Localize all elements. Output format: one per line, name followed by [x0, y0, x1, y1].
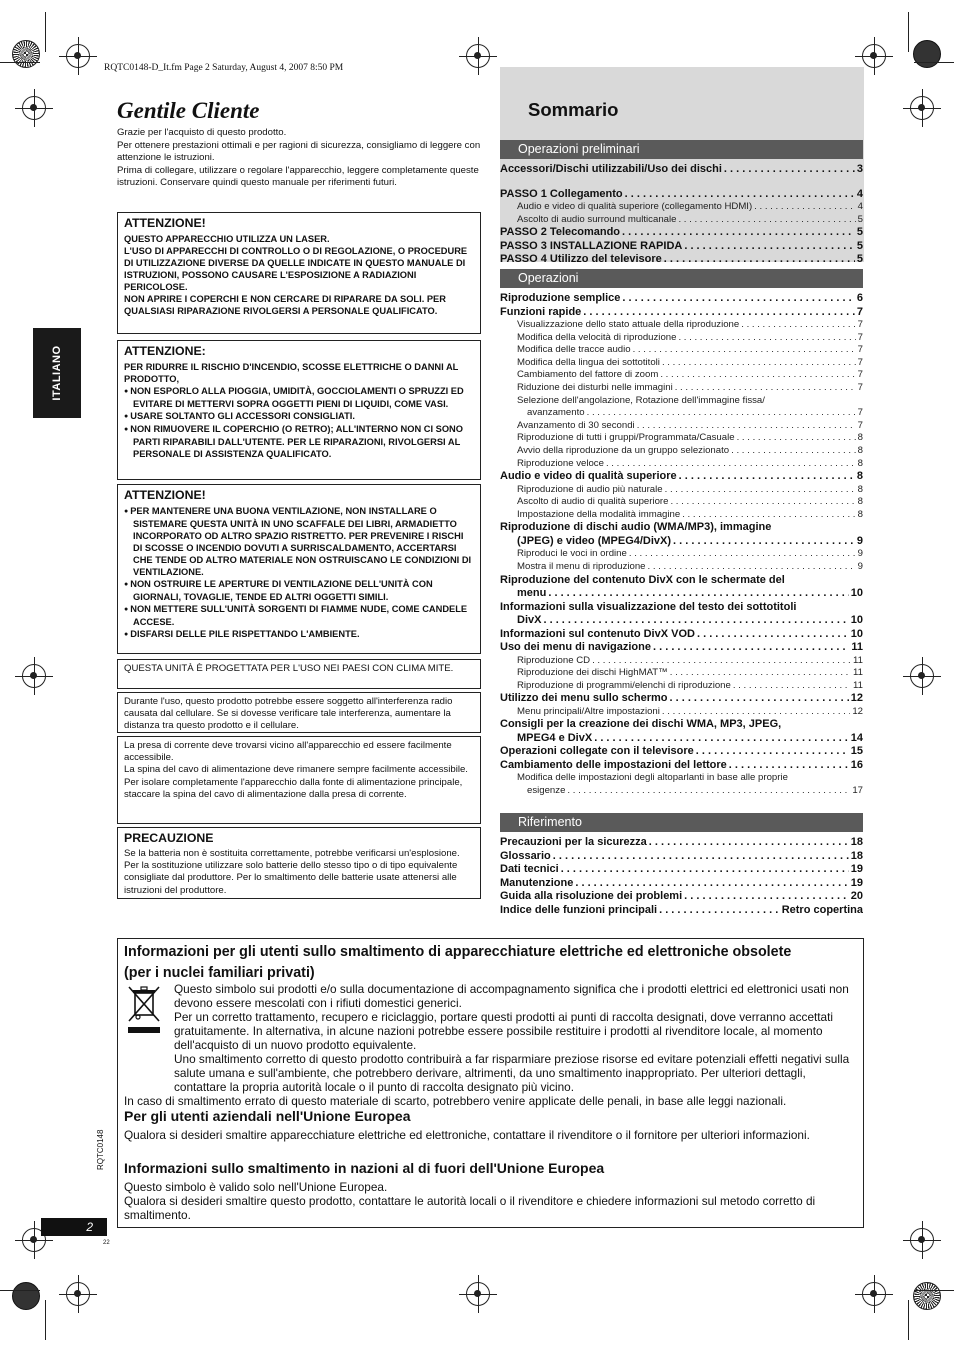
page-title: Gentile Cliente	[117, 98, 260, 123]
toc-entry-title: Ascolto di audio di qualità superiore	[517, 496, 669, 508]
toc-entry-title: Indice delle funzioni principali	[500, 903, 658, 916]
toc-leader-dots	[678, 214, 855, 227]
toc-subentry[interactable]	[500, 420, 863, 433]
warning-box-laser	[117, 212, 481, 334]
toc-subentry[interactable]	[500, 445, 863, 458]
sommario-title: Sommario	[528, 99, 619, 120]
toc-page-number: 9	[856, 534, 863, 547]
toc-leader-dots	[575, 877, 848, 891]
toc-entry[interactable]	[500, 759, 863, 773]
toc-subentry[interactable]	[500, 772, 863, 785]
toc-entry-title: Riproduzione dei dischi HighMAT™	[517, 667, 668, 679]
toc-leader-dots	[592, 655, 851, 668]
toc-page-number: 11	[853, 654, 863, 666]
registration-crosshair-icon	[910, 1228, 934, 1252]
toc-entry[interactable]	[500, 306, 863, 320]
toc-page-number: 12	[850, 692, 863, 705]
toc-page-number: 12	[852, 705, 863, 717]
toc-entry-title: Riproduzione di dischi audio (WMA/MP3), immagine	[500, 521, 772, 534]
crop-mark	[0, 62, 40, 63]
toc-entry[interactable]	[500, 521, 863, 535]
toc-page-number: 7	[857, 407, 863, 419]
toc-entry[interactable]	[500, 692, 863, 706]
toc-entry[interactable]	[500, 732, 863, 746]
cellphone-notice-box	[117, 692, 481, 733]
toc-entry-title: Glossario	[500, 849, 551, 862]
toc-entry-title: Audio e video di qualità superiore (collegamento HDMI)	[517, 201, 753, 212]
toc-page-number: 19	[850, 876, 863, 889]
toc-page-number: 5	[856, 253, 863, 266]
toc-page-number: 7	[857, 381, 863, 393]
toc-page-number: 8	[856, 470, 863, 483]
registration-starburst-top-left	[12, 40, 40, 68]
toc-entry-title: Uso dei menu di navigazione	[500, 641, 651, 654]
toc-entry-title: Impostazione della modalità immagine	[517, 508, 681, 520]
toc-list	[500, 836, 863, 917]
toc-entry-title: Consigli per la creazione dei dischi WMA, MP3, JPEG,	[500, 718, 782, 731]
toc-subentry[interactable]	[500, 785, 863, 798]
toc-page-number: 5	[856, 226, 863, 239]
precaution-text: Se la batteria non è sostituita correttamente, potrebbe verificarsi un'esplosione. Per la sostituzione utilizzare solo batterie dello stesso tipo o di tipo equivalente consigliate dal produttore. Per lo smaltimento delle batterie usate attenersi alle istruzioni del produttore.	[124, 848, 460, 896]
toc-leader-dots	[548, 587, 848, 601]
toc-gap	[500, 177, 863, 188]
toc-leader-dots	[648, 561, 856, 574]
toc-subentry[interactable]	[500, 432, 863, 445]
warning-item: ● NON ESPORLO ALLA PIOGGIA, UMIDITÀ, GOCCIOLAMENTI O SPRUZZI ED EVITARE DI METTERVI SOPRA OGGETTI PIENI DI LIQUIDI, COME VASI.	[124, 385, 474, 410]
toc-leader-dots	[675, 382, 856, 395]
toc-entry-title: menu	[517, 587, 547, 600]
toc-entry-title: (JPEG) e video (MPEG4/DivX)	[517, 534, 672, 547]
toc-subentry[interactable]	[500, 319, 863, 332]
toc-subentry[interactable]	[500, 548, 863, 561]
toc-page-number: 7	[857, 319, 863, 330]
registration-crosshair-icon	[66, 1282, 90, 1306]
toc-page-number: 17	[852, 785, 863, 797]
toc-entry-title: DivX	[517, 614, 542, 627]
toc-page-number: 11	[851, 641, 863, 654]
toc-leader-dots	[660, 369, 855, 382]
power-notice-line: La presa di corrente deve trovarsi vicino all'apparecchio ed essere facilmente accessibile.	[124, 740, 452, 764]
toc-entry-title: Modifica delle impostazioni degli altoparlanti in base alle proprie	[517, 772, 788, 784]
warning-text: NON APRIRE I COPERCHI E NON CERCARE DI RIPARARE DA SOLI. PER QUALSIASI RIPARAZIONE RIVOLGERSI A PERSONALE QUALIFICATO.	[124, 294, 446, 316]
toc-page-number: 5	[857, 213, 863, 225]
toc-entry[interactable]	[500, 904, 863, 918]
intro-line: Per ottenere prestazioni ottimali e per ragioni di sicurezza, consigliamo di leggere con attenzione le istruzioni.	[117, 139, 481, 164]
warning-box-ventilation	[117, 484, 481, 654]
disposal-paragraph: Uno smaltimento corretto di questo prodotto contribuirà a far risparmiare preziose risorse ed evitare potenziali effetti negativi sulla salute umana e sull'ambiente, che potrebbero derivare, altrimenti, da uno smaltimento inappropriato. Per ulteriori dettagli, contattare la propria autorità locale o il punto di raccolta designato più vicino.	[174, 1052, 850, 1094]
toc-leader-dots	[724, 163, 855, 177]
toc-entry-title: Cambiamento delle impostazioni del lettore	[500, 758, 727, 771]
toc-subentry[interactable]	[500, 655, 863, 668]
toc-leader-dots	[682, 509, 855, 522]
registration-dark-circle-bottom-left	[12, 1282, 40, 1310]
intro-line: Grazie per l'acquisto di questo prodotto.	[117, 127, 287, 138]
toc-entry[interactable]	[500, 836, 863, 850]
warning-item: ● PER MANTENERE UNA BUONA VENTILAZIONE, NON INSTALLARE O SISTEMARE QUESTA UNITÀ IN UNO SCAFFALE DEI LIBRI, ARMADIETTO INCORPORATO OD ALTRO SPAZIO RISTRETTO. PER PREVENIRE I RISCHI DI SCOSSE O INCENDIO DOVUTI A SURRISCALDAMENTO, ACCERTARSI CHE TENDE OD ALTRO MATERIALE NON OSTRUISCANO LE CONDIZIONI DI VENTILAZIONE.	[124, 505, 474, 578]
registration-crosshair-icon	[466, 1282, 490, 1306]
business-users-text: Qualora si desideri smaltire apparecchiature elettriche ed elettroniche, contattare il rivenditore o il fornitore per ulteriori informazioni.	[124, 1128, 810, 1142]
toc-entry-title: Riproduzione di audio più naturale	[517, 483, 663, 495]
toc-leader-dots	[629, 548, 856, 561]
precaution-box	[117, 827, 481, 899]
toc-page-number: 9	[857, 561, 863, 572]
crop-mark	[0, 1290, 40, 1291]
toc-page-number: 8	[857, 457, 863, 469]
toc-entry[interactable]	[500, 574, 863, 588]
toc-leader-dots	[729, 759, 849, 773]
toc-leader-dots	[662, 357, 856, 370]
outside-eu-line: Qualora si desideri smaltire questo prodotto, contattare le autorità locali o il rivenditore e chiedere informazioni sul metodo corretto di smaltimento.	[124, 1194, 816, 1222]
warning-text: L'USO DI APPARECCHI DI CONTROLLO O DI REGOLAZIONE, O PROCEDURE DI UTILIZZAZIONE DIVERSE DA QUELLE INDICATE IN QUESTO MANUALE DI ISTRUZIONI, POSSONO CAUSARE L'ESPOSIZIONE A RADIAZIONI PERICOLOSE.	[124, 246, 468, 292]
toc-leader-dots	[684, 890, 849, 904]
toc-leader-dots	[649, 836, 849, 850]
toc-entry-title: Funzioni rapide	[500, 305, 582, 318]
toc-page-number: 7	[857, 331, 863, 343]
toc-subentry[interactable]	[500, 680, 863, 693]
toc-subentry[interactable]	[500, 344, 863, 357]
warning-item: ● NON METTERE SULL'UNITÀ SORGENTI DI FIAMME NUDE, COME CANDELE ACCESE.	[124, 603, 474, 628]
warning-item: ● DISFARSI DELLE PILE RISPETTANDO L'AMBIENTE.	[124, 628, 474, 641]
toc-subentry[interactable]	[500, 458, 863, 471]
toc-entry-title: PASSO 3 INSTALLAZIONE RAPIDA	[500, 239, 683, 252]
toc-page-number: Retro copertina	[781, 903, 863, 916]
toc-entry-title: MPEG4 e DivX	[517, 731, 593, 744]
toc-entry-title: Riproduzione di programmi/elenchi di riproduzione	[517, 679, 731, 691]
toc-page-number: 10	[850, 614, 863, 627]
toc-entry[interactable]	[500, 890, 863, 904]
toc-subentry[interactable]	[500, 369, 863, 382]
toc-page-number: 5	[856, 239, 863, 252]
toc-page-number: 7	[857, 369, 863, 381]
warning-title: ATTENZIONE!	[124, 216, 206, 230]
toc-section-header: Operazioni	[500, 269, 863, 288]
toc-entry[interactable]	[500, 253, 863, 267]
toc-entry-title: Informazioni sulla visualizzazione del testo dei sottotitoli	[500, 600, 797, 613]
toc-entry[interactable]	[500, 850, 863, 864]
warning-title: ATTENZIONE!	[124, 488, 206, 502]
toc-page-number: 18	[850, 836, 863, 848]
outside-eu-text	[124, 1180, 857, 1222]
toc-entry[interactable]	[500, 614, 863, 628]
toc-entry[interactable]	[500, 641, 863, 655]
toc-entry-title: Riproduzione veloce	[517, 457, 604, 469]
crop-mark	[908, 12, 909, 52]
toc-leader-dots	[669, 692, 848, 706]
toc-entry-title: Avvio della riproduzione da un gruppo selezionato	[517, 444, 730, 456]
registration-crosshair-icon	[862, 44, 886, 68]
toc-entry-title: Guida alla risoluzione dei problemi	[500, 890, 683, 902]
business-users-heading: Per gli utenti aziendali nell'Unione Europea	[124, 1108, 411, 1124]
toc-page-number: 6	[856, 292, 863, 304]
toc-page-number: 4	[856, 187, 863, 200]
toc-leader-dots	[553, 850, 849, 864]
toc-entry-title: Riproduzione del contenuto DivX con le schermate del	[500, 573, 785, 586]
page-number: 2	[41, 1218, 107, 1236]
toc-leader-dots	[665, 484, 856, 497]
disposal-paragraph: Questo simbolo sui prodotti e/o sulla documentazione di accompagnamento significa che i prodotti elettrici ed elettronici usati non devono essere mescolati con i rifiuti domestici generici.	[174, 982, 849, 1010]
toc-leader-dots	[622, 292, 854, 306]
intro-line: Prima di collegare, utilizzare o regolare l'apparecchio, leggere completamente queste istruzioni. Conservare quindi questo manuale per riferimenti futuri.	[117, 164, 479, 189]
crop-mark	[908, 1300, 909, 1340]
language-side-tab	[33, 328, 81, 418]
toc-entry[interactable]	[500, 745, 863, 759]
toc-section-header: Operazioni preliminari	[500, 140, 863, 159]
toc-subentry[interactable]	[500, 706, 863, 719]
registration-crosshair-icon	[910, 96, 934, 120]
toc-page-number: 8	[857, 483, 863, 495]
toc-leader-dots	[733, 680, 851, 693]
precaution-title: PRECAUZIONE	[124, 831, 214, 845]
warning-item: ● NON OSTRUIRE LE APERTURE DI VENTILAZIONE DELL'UNITÀ CON GIORNALI, TOVAGLIE, TENDE ED ALTRI OGGETTI SIMILI.	[124, 578, 474, 603]
climate-notice-box	[117, 659, 481, 689]
toc-entry-title: Modifica delle tracce audio	[517, 344, 631, 356]
toc-entry[interactable]	[500, 877, 863, 891]
toc-leader-dots	[587, 407, 856, 420]
toc-entry-title: Avanzamento di 30 secondi	[517, 419, 635, 431]
toc-leader-dots	[754, 201, 855, 214]
toc-leader-dots	[583, 306, 855, 320]
toc-subentry[interactable]	[500, 332, 863, 345]
toc-entry-title: Modifica della lingua dei sottotitoli	[517, 356, 660, 368]
warning-lead: PER RIDURRE IL RISCHIO D'INCENDIO, SCOSSE ELETTRICHE O DANNI AL PRODOTTO,	[124, 362, 459, 384]
toc-leader-dots	[664, 253, 855, 267]
toc-leader-dots	[679, 470, 855, 484]
registration-crosshair-icon	[466, 44, 490, 68]
toc-subentry[interactable]	[500, 395, 863, 408]
tiny-page-mark: 22	[103, 1240, 110, 1246]
toc-leader-dots	[673, 535, 855, 549]
disposal-heading: Informazioni per gli utenti sullo smaltimento di apparecchiature elettriche ed elettroniche obsolete (per i nuclei familiari privati)	[124, 944, 792, 981]
toc-entry-title: Visualizzazione dello stato attuale della riproduzione	[517, 319, 740, 330]
language-side-tab-label: ITALIANO	[51, 345, 63, 401]
toc-entry-title: PASSO 1 Collegamento	[500, 187, 623, 200]
toc-entry-title: avanzamento	[527, 407, 585, 419]
toc-entry[interactable]	[500, 718, 863, 732]
toc-page-number: 14	[850, 731, 863, 744]
registration-crosshair-icon	[22, 664, 46, 688]
toc-leader-dots	[633, 344, 856, 357]
toc-entry-title: Riproduzione di tutti i gruppi/Programmata/Casuale	[517, 432, 735, 444]
toc-entry-title: Riduzione dei disturbi nelle immagini	[517, 381, 673, 393]
warning-title: ATTENZIONE:	[124, 344, 206, 358]
toc-entry-title: Riproduzione CD	[517, 654, 591, 666]
toc-entry[interactable]	[500, 587, 863, 601]
toc-entry[interactable]	[500, 240, 863, 254]
disposal-paragraph: In caso di smaltimento errato di questo materiale di scarto, potrebbero venire applicate delle penali, in base alle leggi nazionali.	[124, 1094, 787, 1108]
toc-subentry[interactable]	[500, 667, 863, 680]
toc-page-number: 4	[857, 201, 863, 212]
toc-leader-dots	[625, 188, 855, 202]
toc-leader-dots	[678, 332, 855, 345]
toc-entry[interactable]	[500, 470, 863, 484]
toc-leader-dots	[606, 458, 856, 471]
toc-subentry[interactable]	[500, 496, 863, 509]
toc-page-number: 8	[857, 444, 863, 456]
toc-leader-dots	[662, 706, 850, 719]
registration-crosshair-icon	[910, 664, 934, 688]
toc-page-number: 8	[857, 508, 863, 520]
toc-leader-dots	[567, 785, 850, 798]
toc-leader-dots	[594, 732, 849, 746]
toc-entry-title: Selezione dell'angolazione, Rotazione dell'immagine fissa/	[517, 394, 765, 406]
disposal-paragraph: Per un corretto trattamento, recupero e riciclaggio, portare questi prodotti ai punti di raccolta designati, dove verranno accettati gratuitamente. In alternativa, in alcune nazioni potrebbe essere possibile restituire i prodotti al rivenditore locale, al momento dell'acquisto di un nuovo prodotto equivalente.	[174, 1010, 834, 1052]
toc-entry-title: Menu principali/Altre impostazioni	[517, 705, 660, 717]
toc-entry[interactable]	[500, 292, 863, 306]
toc-leader-dots	[696, 745, 849, 759]
toc-subentry[interactable]	[500, 484, 863, 497]
registration-crosshair-icon	[66, 44, 90, 68]
warning-text: QUESTO APPARECCHIO UTILIZZA UN LASER.	[124, 234, 330, 244]
toc-subentry[interactable]	[500, 382, 863, 395]
toc-entry[interactable]	[500, 226, 863, 240]
cellphone-notice-text: Durante l'uso, questo prodotto potrebbe essere soggetto all'interferenza radio causata dal cellulare. Se si dovesse verificare tale interferenza, aumentare la distanza tra questo prodotto e il cellulare.	[124, 696, 453, 732]
crop-mark	[914, 62, 954, 63]
toc-page-number: 8	[857, 496, 863, 508]
toc-subentry[interactable]	[500, 201, 863, 214]
toc-page-number: 7	[857, 419, 863, 431]
warning-box-fire	[117, 340, 481, 480]
crop-mark	[914, 1290, 954, 1291]
toc-list	[500, 163, 863, 267]
toc-page-number: 10	[850, 587, 863, 600]
toc-page-number: 11	[853, 667, 863, 679]
warning-item: ● NON RIMUOVERE IL COPERCHIO (O RETRO); ALL'INTERNO NON CI SONO PARTI RIPARABILI DALL'UTENTE. PER LE RIPARAZIONI, RIVOLGERSI AL PERSONALE DI ASSISTENZA QUALIFICATO.	[124, 423, 474, 460]
toc-entry-title: Ascolto di audio surround multicanale	[517, 213, 677, 225]
disposal-text	[124, 982, 857, 1108]
toc-entry-title: Mostra il menu di riproduzione	[517, 561, 646, 572]
toc-entry-title: Accessori/Dischi utilizzabili/Uso dei dischi	[500, 163, 722, 175]
outside-eu-line: Questo simbolo è valido solo nell'Unione Europea.	[124, 1180, 388, 1194]
toc-leader-dots	[622, 226, 855, 240]
registration-crosshair-icon	[22, 96, 46, 120]
toc-leader-dots	[561, 863, 849, 877]
toc-section-header: Riferimento	[500, 813, 863, 832]
toc-subentry[interactable]	[500, 357, 863, 370]
toc-entry-title: PASSO 4 Utilizzo del televisore	[500, 253, 662, 266]
outside-eu-heading: Informazioni sullo smaltimento in nazioni al di fuori dell'Unione Europea	[124, 1160, 605, 1176]
toc-leader-dots	[737, 432, 856, 445]
toc-entry[interactable]	[500, 163, 863, 177]
toc-entry[interactable]	[500, 188, 863, 202]
toc-entry-title: Audio e video di qualità superiore	[500, 470, 677, 483]
toc-page-number: 7	[856, 305, 863, 318]
power-outlet-notice-box	[117, 736, 481, 824]
toc-entry-title: Informazioni sul contenuto DivX VOD	[500, 627, 695, 640]
document-code: RQTC0148	[96, 1129, 105, 1170]
toc-entry-title: Riproduci le voci in ordine	[517, 548, 627, 560]
toc-page-number: 10	[850, 627, 863, 640]
toc-page-number: 7	[857, 344, 863, 356]
toc-entry-title: Utilizzo dei menu sullo schermo	[500, 692, 668, 705]
toc-page-number: 8	[857, 432, 863, 444]
toc-leader-dots	[670, 667, 851, 680]
toc-entry[interactable]	[500, 535, 863, 549]
toc-entry[interactable]	[500, 601, 863, 615]
climate-notice-text: QUESTA UNITÀ È PROGETTATA PER L'USO NEI PAESI CON CLIMA MITE.	[124, 663, 454, 674]
toc-entry-title: esigenze	[527, 785, 566, 797]
toc-entry[interactable]	[500, 628, 863, 642]
file-info-line: RQTC0148-D_It.fm Page 2 Saturday, August 4, 2007 8:50 PM	[104, 63, 344, 73]
toc-entry[interactable]	[500, 863, 863, 877]
registration-starburst-bottom-right	[913, 1282, 941, 1310]
toc-entry-title: Precauzioni per la sicurezza	[500, 836, 647, 848]
toc-page-number: 7	[857, 356, 863, 368]
crop-mark	[45, 1300, 46, 1340]
toc-leader-dots	[637, 420, 856, 433]
toc-leader-dots	[659, 904, 780, 918]
intro-text	[117, 127, 485, 190]
toc-list	[500, 292, 863, 798]
toc-page-number: 20	[850, 890, 863, 902]
toc-entry-title: Riproduzione semplice	[500, 292, 621, 304]
toc-subentry[interactable]	[500, 509, 863, 522]
power-notice-line: Per isolare completamente l'apparecchio dalla fonte di alimentazione principale, staccare la spina del cavo di alimentazione dalla presa di corrente.	[124, 776, 463, 800]
crop-mark	[45, 12, 46, 52]
toc-entry-title: Modifica della velocità di riproduzione	[517, 331, 677, 343]
toc-subentry[interactable]	[500, 561, 863, 574]
toc-page-number: 11	[853, 679, 863, 691]
toc-leader-dots	[543, 614, 848, 628]
toc-subentry[interactable]	[500, 407, 863, 420]
toc-entry-title: Operazioni collegate con il televisore	[500, 745, 694, 758]
warning-item: ● USARE SOLTANTO GLI ACCESSORI CONSIGLIATI.	[124, 410, 474, 423]
toc-entry-title: Cambiamento del fattore di zoom	[517, 369, 659, 381]
toc-leader-dots	[684, 240, 855, 254]
power-notice-line: La spina del cavo di alimentazione deve rimanere sempre facilmente accessibile.	[124, 764, 468, 776]
toc-leader-dots	[731, 445, 856, 458]
toc-entry-title: Manutenzione	[500, 876, 574, 889]
toc-page-number: 19	[850, 863, 863, 875]
registration-dark-circle-top-right	[913, 40, 941, 68]
toc-leader-dots	[653, 641, 849, 655]
toc-entry-title: PASSO 2 Telecomando	[500, 226, 621, 239]
toc-page-number: 16	[850, 758, 863, 771]
toc-page-number: 3	[856, 163, 863, 175]
toc-page-number: 9	[857, 548, 863, 560]
toc-entry-title: Dati tecnici	[500, 863, 559, 875]
registration-crosshair-icon	[862, 1282, 886, 1306]
toc-page-number: 15	[850, 745, 863, 758]
toc-subentry[interactable]	[500, 214, 863, 227]
toc-leader-dots	[697, 628, 849, 642]
toc-leader-dots	[741, 319, 855, 332]
toc-leader-dots	[670, 496, 855, 509]
toc-page-number: 18	[850, 849, 863, 862]
